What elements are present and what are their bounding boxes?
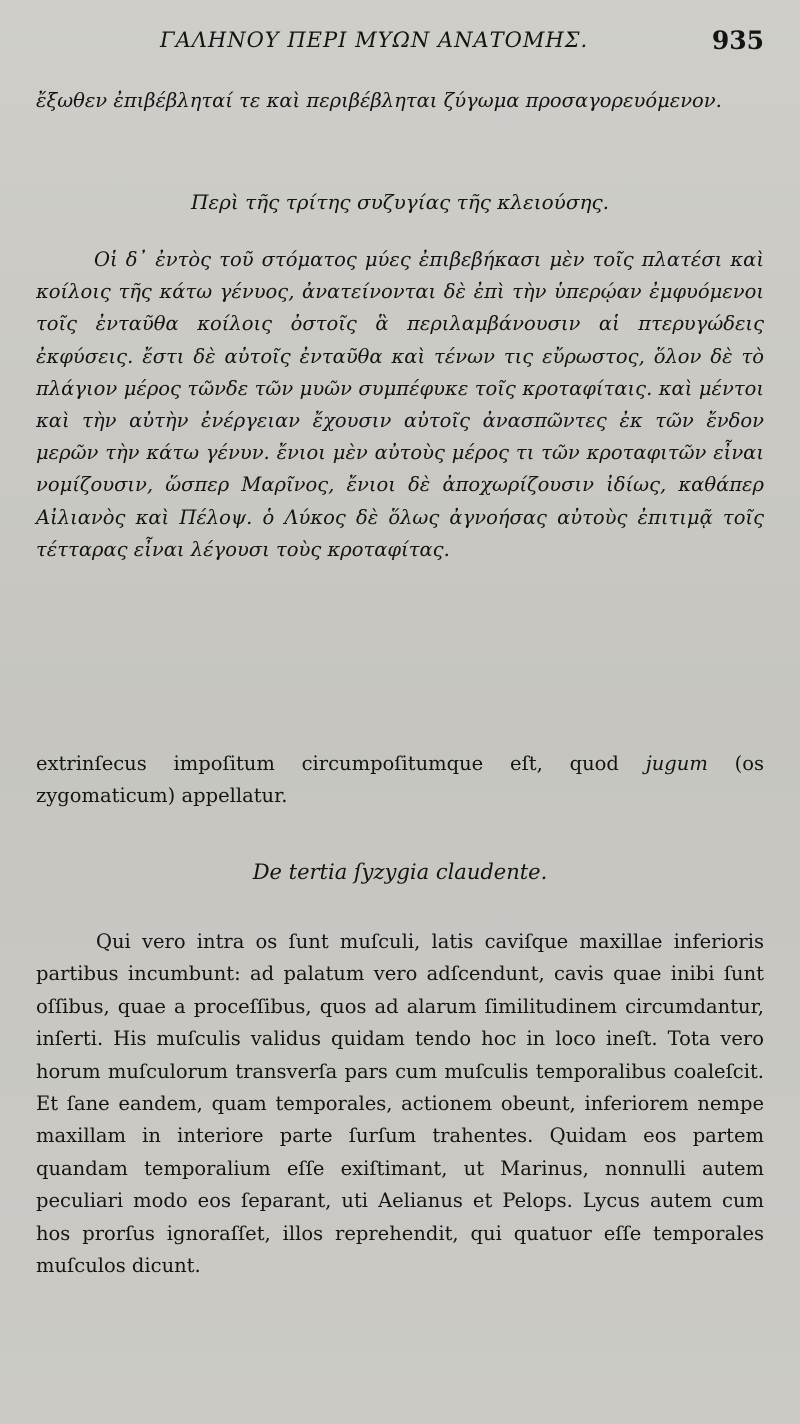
latin-continuation-italic: jugum: [645, 752, 708, 775]
running-head: ΓΑΛΗΝΟΥ ΠΕΡΙ ΜΥΩΝ ΑΝΑΤΟΜΗΣ.: [160, 28, 589, 52]
latin-continuation-before: extrinſecus impoſitum circumpoſitumque eſt, quod: [36, 752, 619, 775]
greek-continuation-text: ἔξωθεν ἐπιβέβληταί τε καὶ περιβέβληται ζύγωμα προσαγορευόμενον.: [36, 89, 722, 112]
latin-section-heading: De tertia ſyzygia claudente.: [252, 860, 548, 884]
page-number: 935: [711, 26, 764, 55]
latin-continuation-text: [36, 748, 764, 813]
latin-paragraph: Qui vero intra os ſunt muſculi, latis caviſque maxillae inferioris partibus incumbunt: ad palatum vero adſcendunt, cavis quae inibi ſunt oſſibus, quae a proceſſibus, quos ad alarum ſimilitudinem circumdantur, inſerti. His muſculis validus quidam tendo hoc in loco ineſt. Tota vero horum muſculorum transverſa pars cum muſculis temporalibus coaleſcit. Et ſane eandem, quam temporales, actionem obeunt, inferiorem nempe maxillam in interiore parte ſurſum trahentes. Quidam eos partem quandam temporalium eſſe exiſtimant, ut Marinus, nonnulli autem peculiari modo eos ſeparant, uti Aelianus et Pelops. Lycus autem cum hos prorſus ignoraſſet, illos reprehendit, qui quatuor eſſe temporales muſculos dicunt.: [36, 930, 764, 1278]
greek-section-heading: Περὶ τῆς τρίτης συζυγίας τῆς κλειούσης.: [190, 190, 610, 214]
latin-continuation-after: (os zygomaticum) appellatur.: [36, 752, 765, 808]
greek-paragraph: Οἱ δ᾽ ἐντὸς τοῦ στόματος μύες ἐπιβεβήκασι μὲν τοῖς πλατέσι καὶ κοίλοις τῆς κάτω γένυος, ἀνατείνονται δὲ ἐπὶ τὴν ὑπερῴαν ἐμφυόμενοι τοῖς ἐνταῦθα κοίλοις ὀστοῖς ἃ περιλαμβάνουσιν αἱ πτερυγώδεις ἐκφύσεις. ἔστι δὲ αὐτοῖς ἐνταῦθα καὶ τένων τις εὔρωστος, ὅλον δὲ τὸ πλάγιον μέρος τῶνδε τῶν μυῶν συμπέφυκε τοῖς κροταφίταις. καὶ μέντοι καὶ τὴν αὐτὴν ἐνέργειαν ἔχουσιν αὐτοῖς ἀνασπῶντες ἐκ τῶν ἔνδον μερῶν τὴν κάτω γένυν. ἔνιοι μὲν αὐτοὺς μέρος τι τῶν κροταφιτῶν εἶναι νομίζουσιν, ὥσπερ Μαρῖνος, ἔνιοι δὲ ἀποχωρίζουσιν ἰδίως, καθάπερ Αἰλιανὸς καὶ Πέλοψ. ὁ Λύκος δὲ ὅλως ἀγνοήσας αὐτοὺς ἐπιτιμᾷ τοῖς τέτταρας εἶναι λέγουσι τοὺς κροταφίτας.: [36, 248, 764, 561]
